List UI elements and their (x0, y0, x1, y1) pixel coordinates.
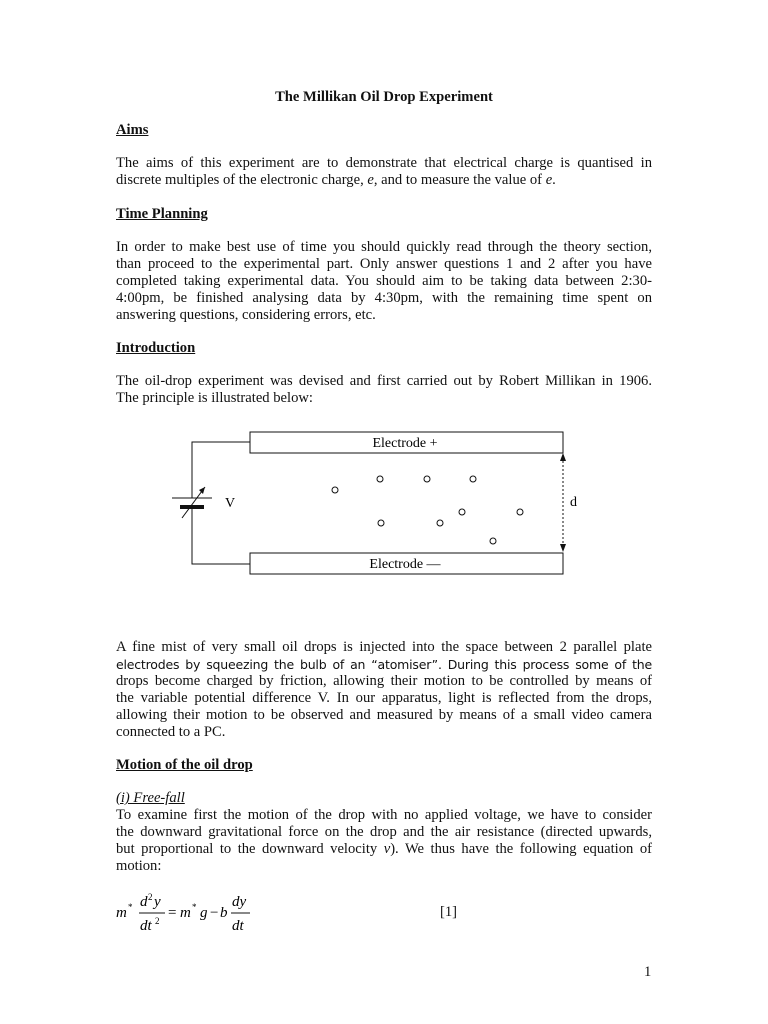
introduction-heading: Introduction (116, 340, 196, 356)
eq-d: d (140, 894, 148, 910)
aims-text: . (552, 172, 556, 188)
eq-b: b (220, 905, 228, 921)
eq-minus: − (210, 905, 219, 921)
oil-drop (377, 476, 383, 482)
distance-arrow-head-top (560, 453, 566, 461)
page-title: The Millikan Oil Drop Experiment (275, 89, 493, 105)
time-planning-heading: Time Planning (116, 206, 208, 222)
time-planning-line: answering questions, considering errors, etc. (116, 307, 376, 323)
equation-number: [1] (440, 904, 458, 920)
eq-equals: = (168, 905, 177, 921)
distance-arrow-head-bottom (560, 544, 566, 552)
mist-line: electrodes by squeezing the bulb of an “atomiser”. During this process some of the (116, 657, 652, 672)
aims-line-1: The aims of this experiment are to demonstrate that electrical charge is quantised in (116, 155, 652, 171)
motion-line: To examine first the motion of the drop with no applied voltage, we have to consider (116, 807, 652, 823)
time-planning-line: completed taking experimental data. You should aim to be taking data between 2:30- (116, 273, 652, 289)
mist-line: connected to a PC. (116, 724, 226, 740)
eq-dt2: dt (140, 918, 152, 934)
aims-heading: Aims (116, 122, 149, 138)
velocity-symbol: v (383, 841, 391, 857)
eq-mass: m (116, 905, 127, 921)
motion-text: but proportional to the downward velocity (116, 841, 384, 857)
electrode-top-label: Electrode + (372, 436, 438, 451)
eq-mass: m (180, 905, 191, 921)
charge-symbol: e (545, 172, 553, 188)
eq-star: * (128, 902, 133, 912)
time-planning-line: 4:00pm, be finished analysing data by 4:30pm, with the remaining time spent on (116, 290, 652, 306)
aims-text: , and to measure the value of (373, 172, 546, 188)
eq-dt: dt (232, 918, 244, 934)
motion-line (116, 841, 652, 858)
variable-arrow-head (199, 487, 205, 494)
motion-paragraph (116, 807, 652, 875)
aims-text: discrete multiples of the electronic charge, (116, 172, 368, 188)
oil-drop (459, 509, 465, 515)
electrode-bottom-label: Electrode — (369, 557, 441, 572)
oil-drop (490, 538, 496, 544)
oil-drop (470, 476, 476, 482)
oil-drop (378, 520, 384, 526)
eq-dy: dy (232, 894, 247, 910)
motion-line: the downward gravitational force on the drop and the air resistance (directed upwards, (116, 824, 652, 840)
mist-line: A fine mist of very small oil drops is injected into the space between 2 parallel plate (116, 639, 652, 655)
time-planning-line: In order to make best use of time you should quickly read through the theory section, (116, 239, 652, 255)
free-fall-subheading: (i) Free-fall (116, 790, 185, 806)
eq-g: g (200, 905, 208, 921)
battery-plate-short (180, 505, 204, 509)
oil-drop (437, 520, 443, 526)
motion-text: ). We thus have the following equation of (390, 841, 652, 857)
mist-paragraph (116, 639, 652, 741)
charge-symbol: e (367, 172, 374, 188)
eq-sup: 2 (155, 916, 160, 926)
oil-drop (424, 476, 430, 482)
introduction-line: The oil-drop experiment was devised and first carried out by Robert Millikan in 1906. (116, 373, 652, 389)
motion-heading: Motion of the oil drop (116, 757, 253, 773)
page-number: 1 (644, 964, 652, 980)
voltage-label: V (225, 496, 236, 511)
oil-drop (332, 487, 338, 493)
circuit-wire-bottom (192, 509, 250, 564)
time-planning-line: than proceed to the experimental part. Only answer questions 1 and 2 after you have (116, 256, 652, 272)
mist-line: drops become charged by friction, allowing their motion to be controlled by means of (116, 673, 652, 689)
mist-line: allowing their motion to be observed and measured by means of a small video camera (116, 707, 652, 723)
eq-y: y (154, 894, 161, 910)
distance-label: d (570, 495, 577, 510)
introduction-line: The principle is illustrated below: (116, 390, 313, 406)
motion-line: motion: (116, 858, 162, 874)
eq-sup: 2 (148, 892, 153, 902)
free-fall-subheading-wrap (116, 790, 185, 807)
oil-drop (517, 509, 523, 515)
eq-star: * (192, 902, 197, 912)
mist-line: the variable potential difference V. In our apparatus, light is reflected from the drops, (116, 690, 652, 706)
equation-of-motion (116, 888, 476, 938)
